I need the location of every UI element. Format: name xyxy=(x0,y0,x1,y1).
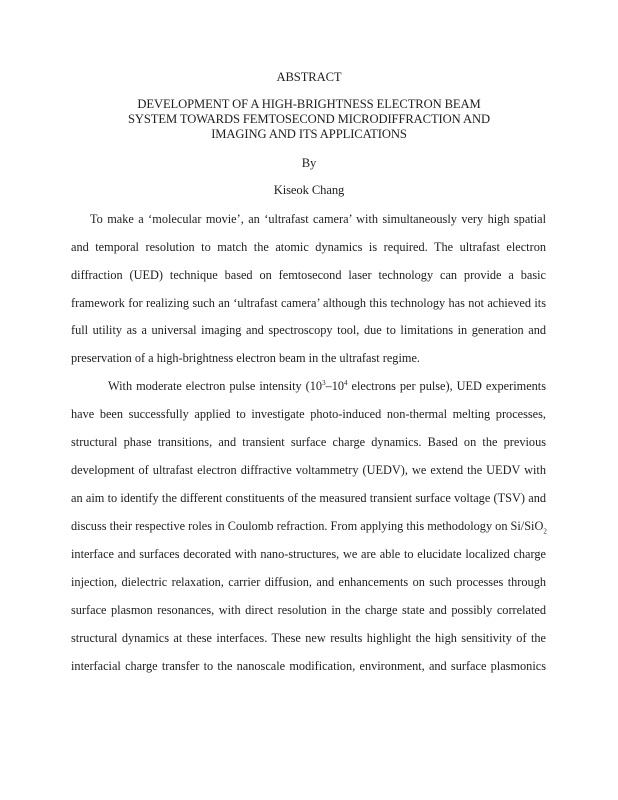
text-run: discuss their respective roles in Coulomb refraction. From applying this methodology on Si/SiO xyxy=(71,519,544,533)
paragraph-line: interfacial charge transfer to the nanoscale modification, environment, and surface plasmonics xyxy=(71,659,546,673)
text-run: With moderate electron pulse intensity (10 xyxy=(108,379,323,393)
paragraph-line: diffraction (UED) technique based on femtosecond laser technology can provide a basic xyxy=(71,268,546,282)
text-run: –10 xyxy=(325,379,345,393)
paragraph-line: interface and surfaces decorated with nano-structures, we are able to elucidate localized charge xyxy=(71,547,546,561)
paragraph-line: an aim to identify the different constituents of the measured transient surface voltage (TSV) and xyxy=(71,491,546,505)
paragraph-line: full utility as a universal imaging and spectroscopy tool, due to limitations in generation and xyxy=(71,323,546,337)
paragraph-line: and temporal resolution to match the atomic dynamics is required. The ultrafast electron xyxy=(71,240,546,254)
superscript: 4 xyxy=(344,378,348,387)
paragraph-line: preservation of a high-brightness electron beam in the ultrafast regime. xyxy=(71,351,420,365)
subscript: 2 xyxy=(543,527,547,536)
paragraph-line: structural dynamics at these interfaces. These new results highlight the high sensitivity of the xyxy=(71,631,546,645)
superscript: 3 xyxy=(322,378,326,387)
title-line: SYSTEM TOWARDS FEMTOSECOND MICRODIFFRACTION AND xyxy=(128,112,490,126)
author-name: Kiseok Chang xyxy=(273,183,345,197)
paragraph-line: development of ultrafast electron diffractive voltammetry (UEDV), we extend the UEDV with xyxy=(71,463,546,477)
paragraph-line: injection, dielectric relaxation, carrier diffusion, and enhancements on such processes through xyxy=(71,575,546,589)
paragraph-line: surface plasmon resonances, with direct resolution in the charge state and possibly correlated xyxy=(71,603,546,617)
dissertation-title xyxy=(0,97,618,142)
paragraph-line xyxy=(71,518,546,534)
title-line: DEVELOPMENT OF A HIGH-BRIGHTNESS ELECTRON BEAM xyxy=(137,97,481,111)
paragraph-line: have been successfully applied to investigate photo-induced non-thermal melting processes, xyxy=(71,407,546,421)
text-run: electrons per pulse), UED experiments xyxy=(347,379,547,393)
abstract-heading: ABSTRACT xyxy=(276,70,342,84)
paragraph-line: framework for realizing such an ‘ultrafast camera’ although this technology has not achieved its xyxy=(71,296,546,310)
paragraph-line: structural phase transitions, and transient surface charge dynamics. Based on the previous xyxy=(71,435,546,449)
paragraph-line xyxy=(108,378,546,394)
paragraph-line: To make a ‘molecular movie’, an ‘ultrafast camera’ with simultaneously very high spatial xyxy=(90,212,546,226)
by-line: By xyxy=(301,156,317,170)
title-line: IMAGING AND ITS APPLICATIONS xyxy=(211,127,407,141)
